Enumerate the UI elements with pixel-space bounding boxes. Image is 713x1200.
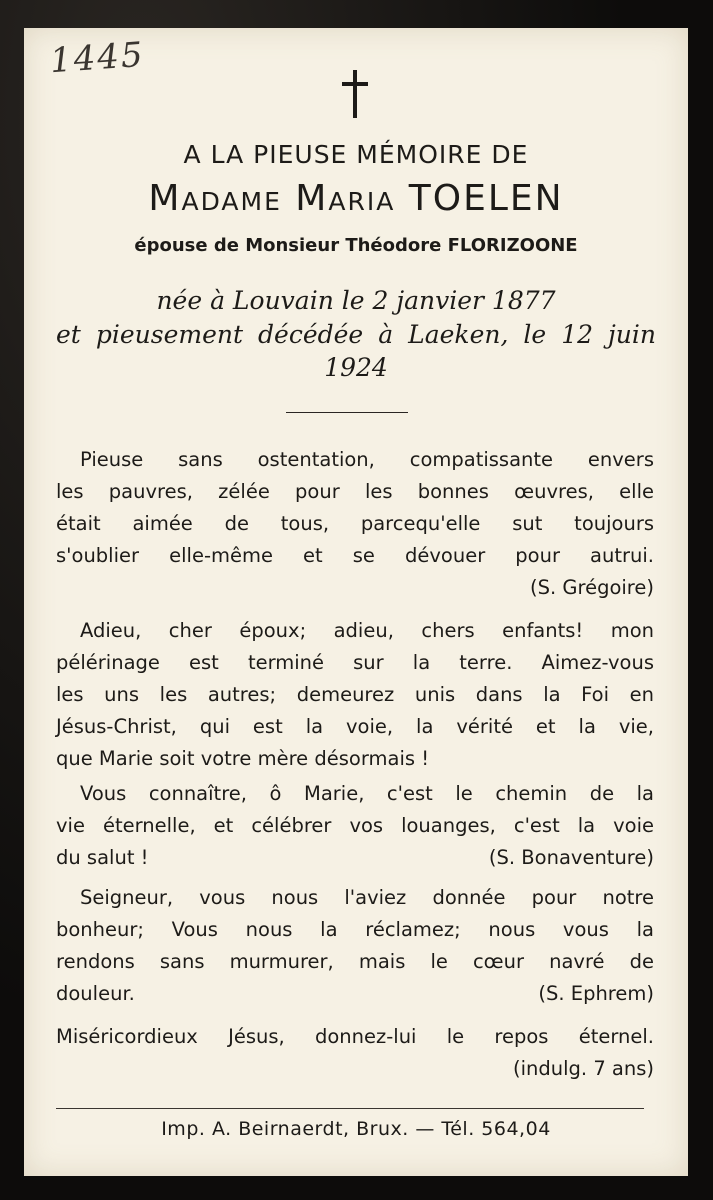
text-line: s'oublier elle-même et se dévouer pour autrui.	[56, 544, 654, 567]
text-line: Jésus-Christ, qui est la voie, la vérité et la vie,	[56, 715, 654, 738]
handwritten-number: 1445	[48, 34, 146, 82]
text-line: les pauvres, zélée pour les bonnes œuvres, elle	[56, 480, 654, 503]
death-line: et pieusement décédée à Laeken, le 12 juin	[56, 320, 656, 349]
death-year: 1924	[324, 353, 388, 382]
text-line: Pieuse sans ostentation, compatissante envers	[80, 448, 654, 471]
text-line: vie éternelle, et célébrer vos louanges, c'est la voie	[56, 814, 654, 837]
text-line: Vous connaître, ô Marie, c'est le chemin de la	[80, 782, 654, 805]
deceased-name: Madame Maria TOELEN	[148, 178, 564, 219]
text-line: que Marie soit votre mère désormais !	[56, 747, 430, 770]
printer-imprint: Imp. A. Beirnaerdt, Brux. — Tél. 564,04	[161, 1118, 551, 1140]
text-line-with-attribution	[56, 842, 654, 874]
text-line: pélérinage est terminé sur la terre. Aimez-vous	[56, 651, 654, 674]
text-line: bonheur; Vous nous la réclamez; nous vous la	[56, 918, 654, 941]
prayer-paragraph-4	[56, 882, 654, 1010]
spouse-line: épouse de Monsieur Théodore FLORIZOONE	[134, 235, 578, 256]
text-line: était aimée de tous, parcequ'elle sut toujours	[56, 512, 654, 535]
attribution: (indulg. 7 ans)	[513, 1057, 654, 1080]
prayer-paragraph-1	[56, 444, 654, 604]
divider-short	[286, 412, 408, 413]
text-line: Seigneur, vous nous l'aviez donnée pour notre	[80, 886, 654, 909]
attribution: (S. Ephrem)	[538, 982, 654, 1005]
text-line: rendons sans murmurer, mais le cœur navré de	[56, 950, 654, 973]
text-line: Adieu, cher époux; adieu, chers enfants! mon	[80, 619, 654, 642]
text-line: les uns les autres; demeurez unis dans la Foi en	[56, 683, 654, 706]
prayer-paragraph-5	[56, 1021, 654, 1085]
cross-icon	[340, 70, 370, 118]
text-line-with-attribution	[56, 978, 654, 1010]
attribution: (S. Bonaventure)	[488, 846, 654, 869]
prayer-paragraph-3	[56, 778, 654, 874]
text-line: du salut !	[56, 846, 149, 869]
memorial-card	[24, 28, 688, 1176]
attribution: (S. Grégoire)	[530, 576, 654, 599]
birth-line: née à Louvain le 2 janvier 1877	[156, 286, 556, 315]
prayer-paragraph-2	[56, 615, 654, 775]
text-line: douleur.	[56, 982, 135, 1005]
text-line: Miséricordieux Jésus, donnez-lui le repos éternel.	[56, 1025, 654, 1048]
divider-long	[56, 1108, 644, 1109]
memorial-heading: A LA PIEUSE MÉMOIRE DE	[183, 140, 529, 169]
